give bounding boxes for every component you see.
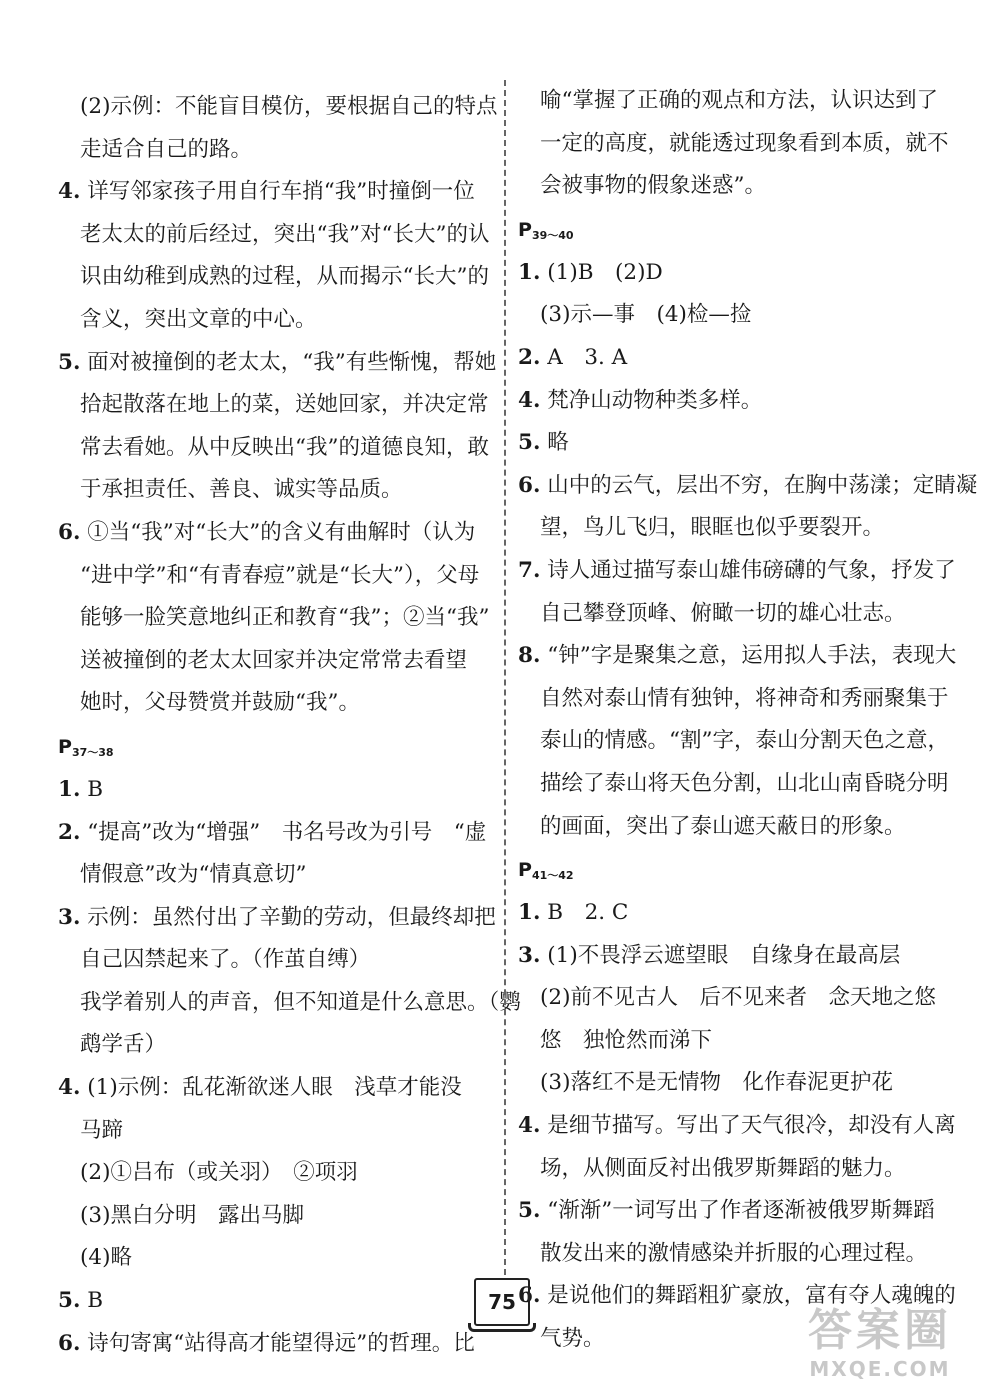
answer-line: (2)示例：不能盲目模仿，要根据自己的特点 xyxy=(80,94,498,119)
answer-line: 自然对泰山情有独钟，将神奇和秀丽聚集于 xyxy=(540,685,949,711)
answer-line: 5. “渐渐”一词写出了作者逐渐被俄罗斯舞蹈 xyxy=(518,1198,935,1224)
section-heading-p39-40: $P_{39\sim 40}$ xyxy=(518,218,574,242)
answer-line: 她时，父母赞赏并鼓励“我”。 xyxy=(80,690,360,716)
answer-line: 4. 梵净山动物种类多样。 xyxy=(518,387,763,413)
answer-line: 一定的高度，就能透过现象看到本质，就不 xyxy=(540,130,949,156)
answer-line: 老太太的前后经过，突出“我”对“长大”的认 xyxy=(80,221,490,247)
answer-line: 3. (1)不畏浮云遮望眼 自缘身在最高层 xyxy=(518,942,901,968)
answer-line: 鹉学舌） xyxy=(80,1032,167,1058)
answer-line: (3)落红不是无情物 化作春泥更护花 xyxy=(540,1070,893,1096)
answer-line: 5. 面对被撞倒的老太太，“我”有些惭愧，帮她 xyxy=(58,349,497,375)
answer-line: 6. 诗句寄寓“站得高才能望得远”的哲理。比 xyxy=(58,1330,475,1356)
answer-line: 描绘了泰山将天色分割，山北山南昏晓分明 xyxy=(540,770,949,796)
answer-line: 于承担责任、善良、诚实等品质。 xyxy=(80,477,403,503)
column-divider xyxy=(504,80,506,1275)
answer-line: 常去看她。从中反映出“我”的道德良知，敢 xyxy=(80,434,489,460)
answer-line: 识由幼稚到成熟的过程，从而揭示“长大”的 xyxy=(80,264,489,290)
answer-line: 2. “提高”改为“增强” 书名号改为引号 “虚 xyxy=(58,819,487,845)
answer-line: (3)黑白分明 露出马脚 xyxy=(80,1202,304,1228)
answer-line: 望，鸟儿飞归，眼眶也似乎要裂开。 xyxy=(540,515,885,541)
answer-line: 4. 详写邻家孩子用自行车捎“我”时撞倒一位 xyxy=(58,179,475,205)
answer-line: 马蹄 xyxy=(80,1117,124,1143)
answer-line: 能够一脸笑意地纠正和教育“我”；②当“我” xyxy=(80,605,490,631)
answer-line: 5. 略 xyxy=(518,430,569,456)
answer-line: 5. B xyxy=(58,1288,104,1314)
watermark-logo xyxy=(770,1305,990,1395)
answer-line: 情假意”改为“情真意切” xyxy=(80,862,307,888)
answer-line: 7. 诗人通过描写泰山雄伟磅礴的气象，抒发了 xyxy=(518,557,956,583)
answer-line: 6. 是说他们的舞蹈粗犷豪放，富有夺人魂魄的 xyxy=(518,1283,956,1309)
section-heading-p41-42: $P_{41\sim 42}$ xyxy=(518,859,574,883)
answer-line: 气势。 xyxy=(540,1326,605,1352)
answer-line: 的画面，突出了泰山遮天蔽日的形象。 xyxy=(540,813,906,839)
answer-line: 3. 示例：虽然付出了辛勤的劳动，但最终却把 xyxy=(58,904,496,930)
answer-line: 场，从侧面反衬出俄罗斯舞蹈的魅力。 xyxy=(540,1155,906,1181)
answer-line: 拾起散落在地上的菜，送她回家，并决定常 xyxy=(80,392,489,418)
answer-line: 1. B 2. C xyxy=(518,900,629,926)
answer-line: 6. ①当“我”对“长大”的含义有曲解时（认为 xyxy=(58,519,476,545)
answer-line: 自己攀登顶峰、俯瞰一切的雄心壮志。 xyxy=(540,600,906,626)
answer-line: “进中学”和“有青春痘”就是“长大”），父母 xyxy=(80,562,480,588)
answer-line: 1. (1)B (2)D xyxy=(518,259,663,285)
answer-line: (2)前不见古人 后不见来者 念天地之悠 xyxy=(540,985,936,1011)
answer-line: 走适合自己的路。 xyxy=(80,136,253,162)
answer-line: 送被撞倒的老太太回家并决定常常去看望 xyxy=(80,647,468,673)
answer-line: 喻“掌握了正确的观点和方法，认识达到了 xyxy=(540,88,938,113)
page-number: 75 xyxy=(474,1278,530,1326)
answer-line: 6. 山中的云气，层出不穷，在胸中荡漾；定睛凝 xyxy=(518,472,978,498)
right-column xyxy=(518,80,978,1361)
answer-line: 4. 是细节描写。写出了天气很冷，却没有人离 xyxy=(518,1113,956,1139)
answer-line: 散发出来的激情感染并折服的心理过程。 xyxy=(540,1240,928,1266)
answer-line: 含义，突出文章的中心。 xyxy=(80,306,317,332)
answer-line: 我学着别人的声音，但不知道是什么意思。（鹦 xyxy=(80,989,521,1015)
answer-line: 泰山的情感。“割”字，泰山分割天色之意， xyxy=(540,728,949,754)
answer-line: 4. (1)示例：乱花渐欲迷人眼 浅草才能没 xyxy=(58,1075,462,1101)
answer-line: (4)略 xyxy=(80,1245,132,1271)
answer-line: 1. B xyxy=(58,776,104,802)
answer-line: 8. “钟”字是聚集之意，运用拟人手法，表现大 xyxy=(518,643,957,669)
answer-line: (2)①吕布（或关羽） ②项羽 xyxy=(80,1160,358,1186)
answer-line: 悠 独怆然而涕下 xyxy=(540,1027,713,1053)
watermark-url: MXQE.COM xyxy=(809,1357,951,1381)
watermark-main: 答案圈 xyxy=(808,1305,952,1356)
answer-line: 会被事物的假象迷惑”。 xyxy=(540,173,766,199)
answer-line: (3)示—事 (4)检—捡 xyxy=(540,302,752,328)
answer-line: 2. A 3. A xyxy=(518,344,628,370)
answer-line: 自己囚禁起来了。（作茧自缚） xyxy=(80,947,371,973)
section-heading-p37-38: $P_{37\sim 38}$ xyxy=(58,735,114,759)
